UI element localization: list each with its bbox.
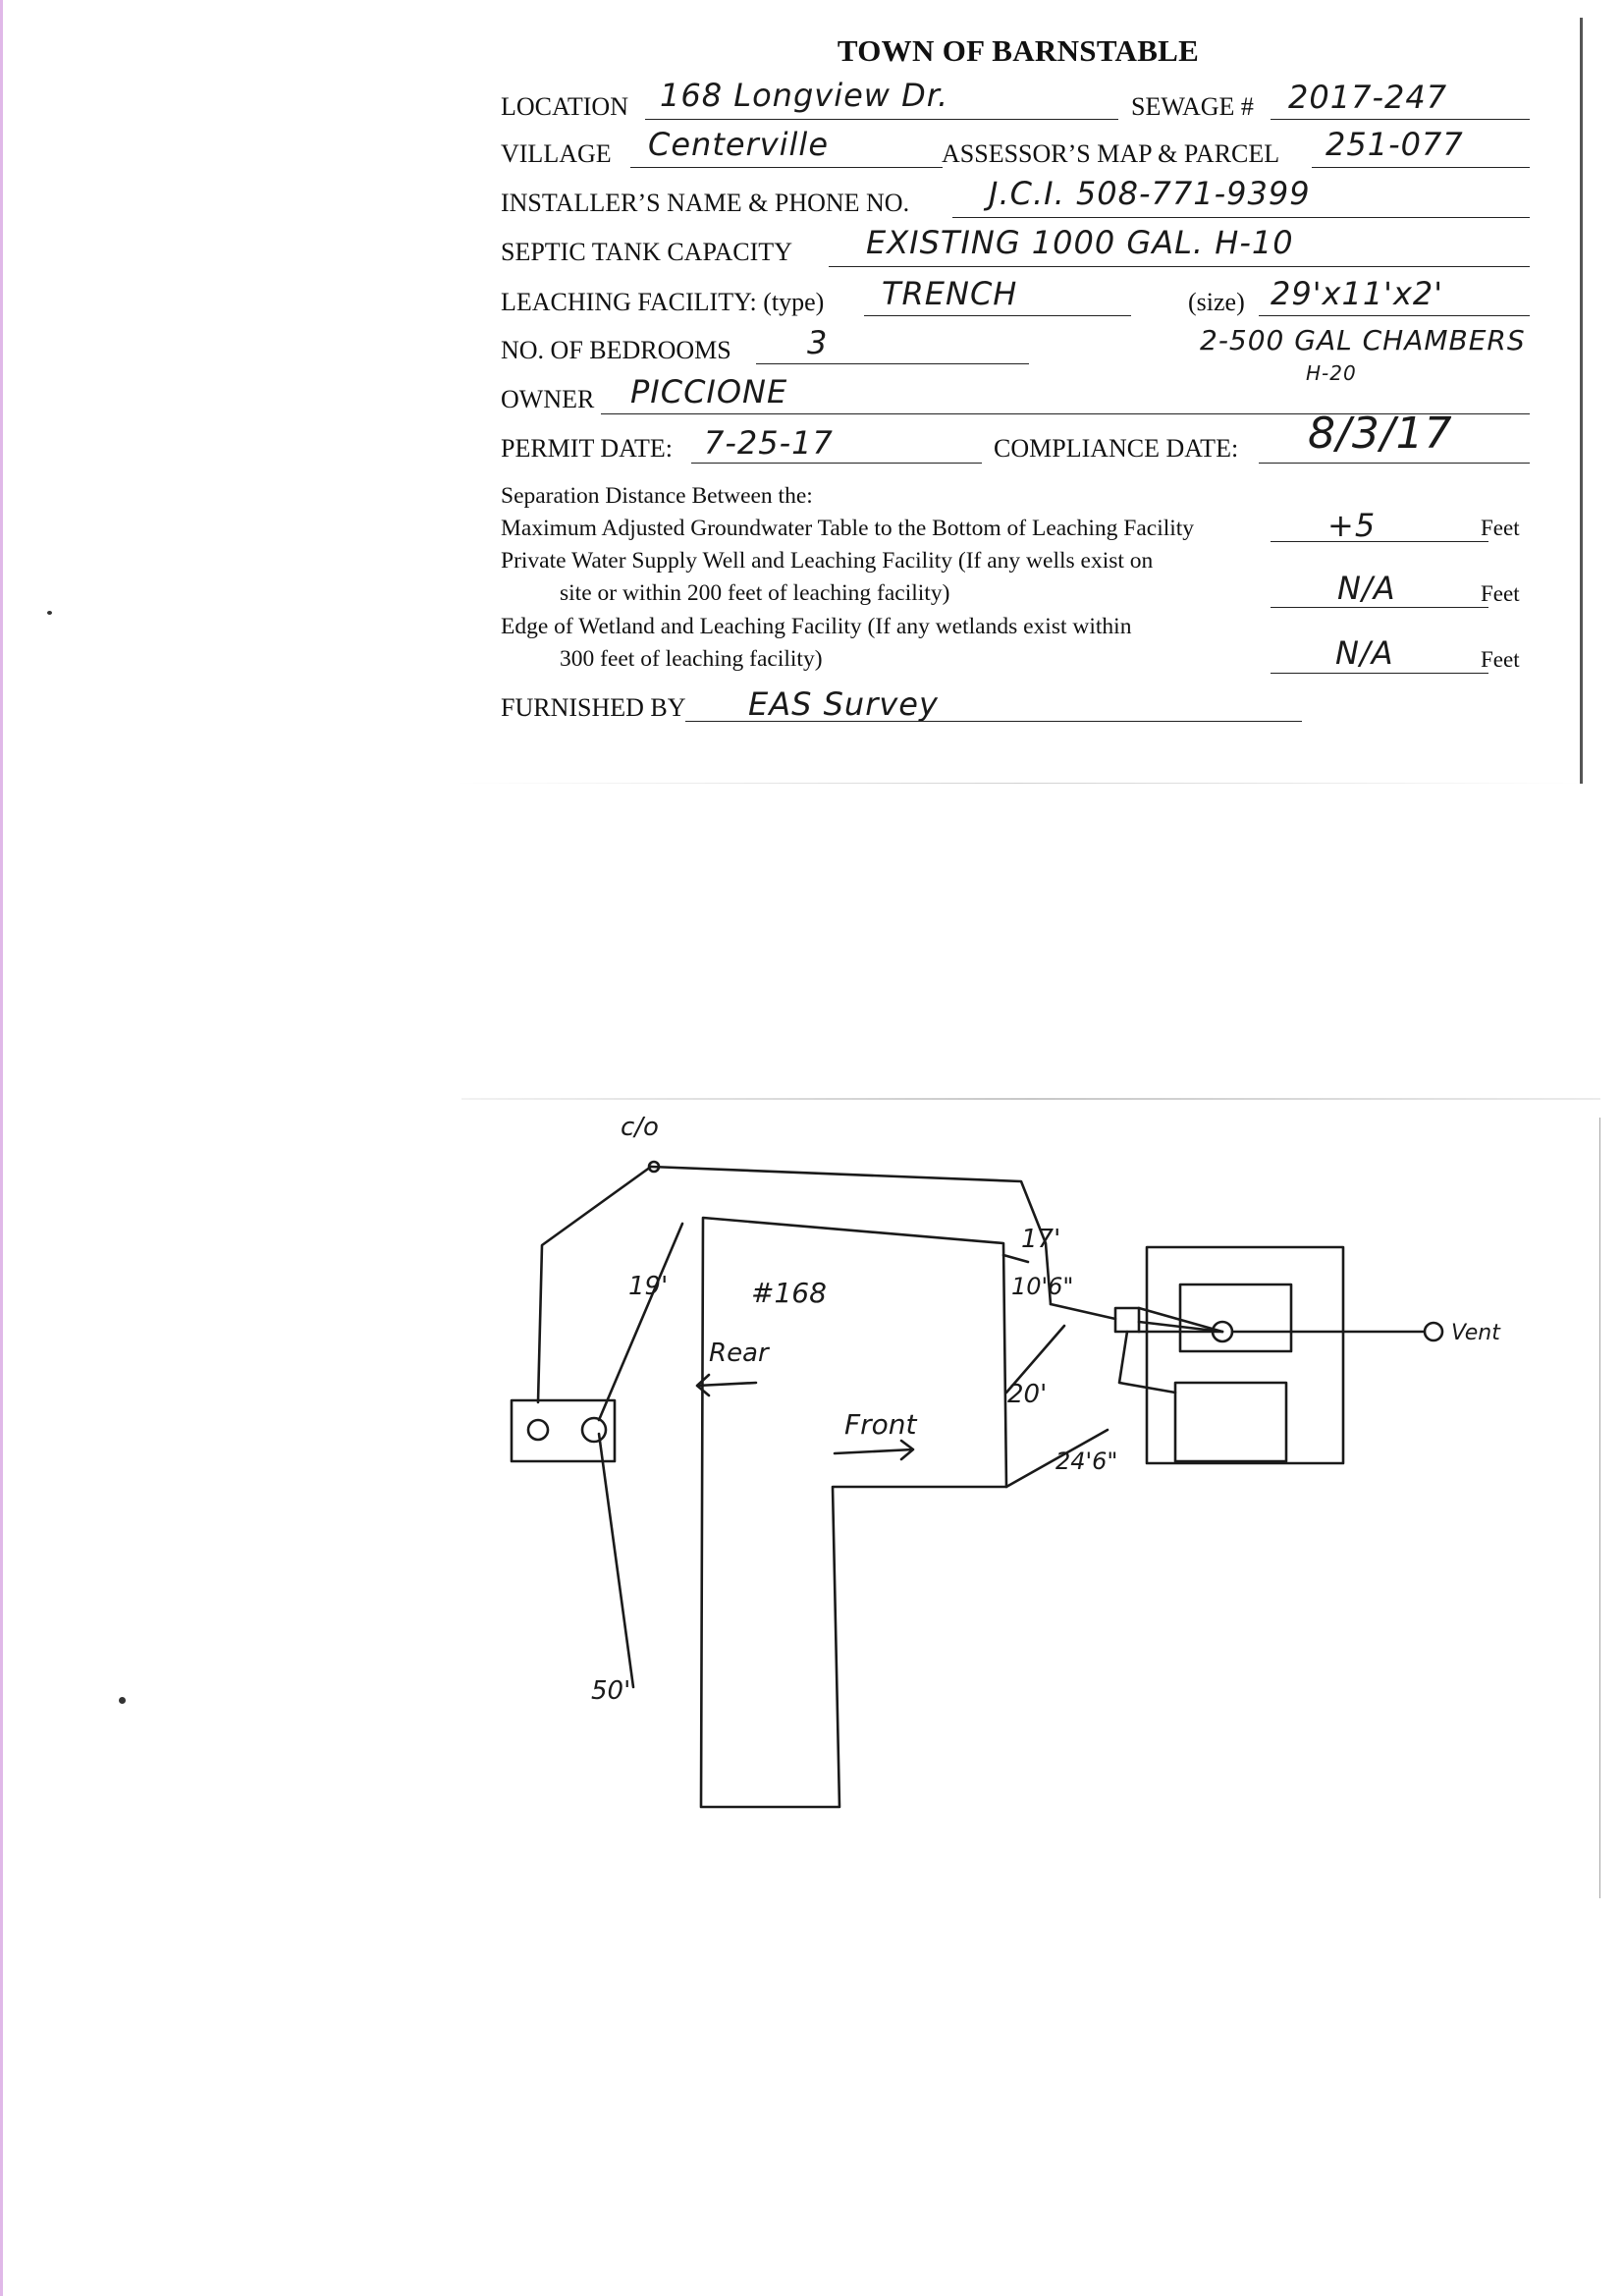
separation-row-3-line2: 300 feet of leaching facility) (560, 646, 823, 672)
dim-17-line (1003, 1255, 1028, 1262)
card-bottom-edge (454, 783, 1583, 784)
dim-50-label: 50' (591, 1676, 631, 1706)
scan-speck (119, 1697, 126, 1704)
owner-value: PICCIONE (630, 373, 788, 410)
village-line (630, 167, 943, 168)
separation-row-2-line2: site or within 200 feet of leaching facility) (560, 580, 950, 606)
leaching-note-line2: H-20 (1306, 361, 1357, 385)
rear-label: Rear (709, 1339, 769, 1368)
leaching-type-label: LEACHING FACILITY: (type) (501, 288, 825, 316)
compliance-date-value: 8/3/17 (1308, 409, 1453, 459)
separation-row-3-value: N/A (1335, 634, 1394, 672)
location-value: 168 Longview Dr. (660, 77, 949, 114)
separation-row-3-unit: Feet (1481, 647, 1520, 672)
leaching-size-value: 29'x11'x2' (1271, 275, 1444, 312)
compliance-date-label: COMPLIANCE DATE: (994, 434, 1239, 463)
assessors-map-value: 251-077 (1325, 126, 1464, 163)
card-right-edge (1580, 18, 1583, 784)
vent-circle (1425, 1323, 1442, 1340)
sewage-value: 2017-247 (1288, 79, 1448, 116)
leaching-type-line (864, 315, 1131, 316)
clean-out-line-right (651, 1167, 1051, 1304)
front-label: Front (844, 1408, 917, 1441)
left-tank-circle-1 (528, 1420, 548, 1440)
installer-value: J.C.I. 508-771-9399 (989, 175, 1311, 212)
owner-label: OWNER (501, 385, 595, 413)
septic-tank-line (829, 266, 1530, 267)
dim-19-label: 19' (628, 1272, 669, 1301)
dim-50-line (599, 1434, 633, 1687)
dim-17-label: 17' (1021, 1225, 1061, 1254)
site-sketch-card (461, 1098, 1600, 1898)
assessors-map-label: ASSESSOR’S MAP & PARCEL (942, 139, 1280, 168)
permit-record-card (454, 18, 1583, 784)
vent-label: Vent (1451, 1321, 1500, 1345)
house-outline (701, 1218, 1006, 1807)
sewage-label: SEWAGE # (1131, 92, 1254, 121)
permit-date-value: 7-25-17 (704, 424, 834, 462)
rear-arrow (697, 1375, 756, 1395)
separation-row-2-value: N/A (1337, 570, 1396, 607)
installer-label: INSTALLER’S NAME & PHONE NO. (501, 189, 910, 217)
leaching-size-line (1259, 315, 1530, 316)
scan-speck (47, 611, 52, 615)
village-label: VILLAGE (501, 139, 612, 168)
separation-row-3-line (1271, 673, 1488, 674)
dim-20-label: 20' (1007, 1380, 1048, 1409)
assessors-map-line (1312, 167, 1530, 168)
dim-19-line (599, 1224, 682, 1420)
distribution-box (1115, 1308, 1139, 1332)
separation-row-1-line (1271, 541, 1488, 542)
location-label: LOCATION (501, 92, 628, 121)
form-title: TOWN OF BARNSTABLE (837, 33, 1200, 68)
leaching-chamber-upper (1180, 1285, 1291, 1351)
septic-tank-label: SEPTIC TANK CAPACITY (501, 238, 792, 266)
leaching-type-value: TRENCH (882, 275, 1018, 312)
separation-row-2-line (1271, 607, 1488, 608)
leaching-chamber-lower (1175, 1383, 1286, 1461)
clean-out-label: c/o (621, 1113, 659, 1142)
permit-date-label: PERMIT DATE: (501, 434, 674, 463)
left-tank-circle-2 (582, 1418, 606, 1442)
separation-row-1-line1: Maximum Adjusted Groundwater Table to the Bottom of Leaching Facility (501, 516, 1195, 541)
scan-edge (0, 0, 3, 2296)
installer-line (952, 217, 1530, 218)
site-sketch (461, 1098, 1600, 1898)
separation-row-2-unit: Feet (1481, 581, 1520, 606)
house-number-label: #168 (751, 1277, 827, 1309)
bedrooms-label: NO. OF BEDROOMS (501, 336, 731, 364)
bedrooms-line (756, 363, 1029, 364)
front-arrow (835, 1441, 913, 1459)
dim-24-6-label: 24'6" (1055, 1448, 1118, 1475)
separation-heading: Separation Distance Between the: (501, 483, 813, 509)
location-line (645, 119, 1118, 120)
left-pipe (1051, 1304, 1115, 1319)
separation-row-2-line1: Private Water Supply Well and Leaching Facility (If any wells exist on (501, 548, 1154, 574)
permit-date-line (691, 463, 982, 464)
separation-row-1-unit: Feet (1481, 516, 1520, 540)
furnished-by-label: FURNISHED BY (501, 693, 686, 722)
village-value: Centerville (648, 126, 829, 163)
leaching-size-label: (size) (1188, 288, 1245, 316)
sewage-line (1271, 119, 1530, 120)
bedrooms-value: 3 (807, 324, 829, 361)
dim-10-6-label: 10'6" (1011, 1273, 1074, 1300)
separation-row-3-line1: Edge of Wetland and Leaching Facility (If any wetlands exist within (501, 614, 1132, 639)
furnished-by-value: EAS Survey (748, 685, 939, 723)
compliance-date-line (1259, 463, 1530, 464)
separation-row-1-value: +5 (1327, 507, 1377, 544)
leaching-note-line1: 2-500 GAL CHAMBERS (1200, 324, 1526, 356)
septic-tank-value: EXISTING 1000 GAL. H-10 (866, 224, 1294, 261)
